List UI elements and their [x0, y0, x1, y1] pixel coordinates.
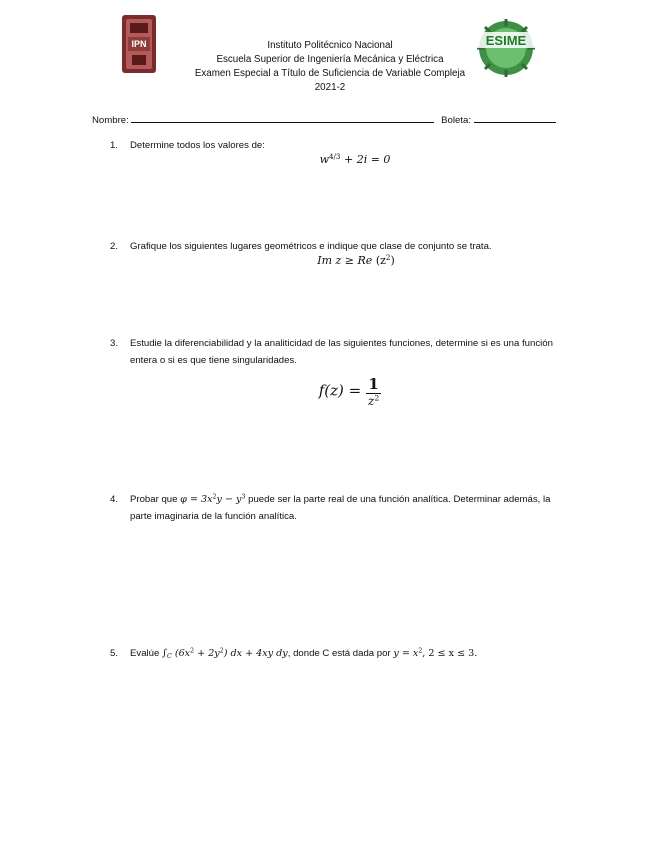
- boleta-field[interactable]: [474, 112, 556, 123]
- exam-period: 2021-2: [314, 82, 346, 93]
- name-field[interactable]: [131, 112, 434, 123]
- exam-title: Examen Especial a Título de Suficiencia de Variable Compleja: [194, 68, 466, 79]
- fraction-numerator: 1: [366, 375, 381, 394]
- student-info-row: [92, 112, 572, 126]
- ipn-logo-text: IPN: [131, 39, 147, 49]
- question-text: Determine todos los valores de:: [130, 140, 265, 151]
- question-number: 1.: [110, 140, 119, 151]
- question-3-equation: f(z) = $\frac{1}{z^2}$: [318, 375, 380, 408]
- question-number: 2.: [110, 241, 119, 252]
- question-3: [110, 335, 560, 369]
- question-5-integral: $\int_C$ $(6x^2 + 2y^2)$ dx + 4xy dy: [162, 647, 288, 660]
- question-5-curve: $y = x^2$, 2 ≤ x ≤ 3.: [393, 647, 478, 659]
- question-4-inline-equation: $\varphi = 3x^2y - y^3$: [180, 493, 246, 505]
- question-1-equation: $w^{4/3} + 2i = 0$: [319, 152, 391, 166]
- esime-logo-text: ESIME: [485, 33, 527, 48]
- institution-name: Instituto Politécnico Nacional: [267, 40, 393, 51]
- question-text: Estudie la diferenciabilidad y la analiticidad de las siguientes funciones, determine si es una función entera o si es que tiene singularidades.: [130, 338, 553, 366]
- question-2: [110, 238, 560, 255]
- question-4: [110, 491, 560, 525]
- boleta-label: Boleta:: [441, 115, 472, 126]
- question-number: 3.: [110, 338, 119, 349]
- question-text: Grafique los siguientes lugares geométricos e indique que clase de conjunto se trata.: [130, 241, 492, 252]
- name-label: Nombre:: [92, 115, 129, 126]
- question-5: [110, 645, 560, 662]
- exam-header: [150, 39, 510, 95]
- question-text: Evalúe $\int_C$ $(6x^2 + 2y^2)$ dx + 4xy dy, donde C está dada por $y = x^2$, 2 ≤ x ≤ 3.: [130, 647, 478, 660]
- question-text: Probar que $\varphi = 3x^2y - y^3$ puede ser la parte real de una función analítica. Determinar además, la parte imaginaria de la función analítica.: [130, 493, 551, 522]
- question-number: 5.: [110, 648, 119, 659]
- school-name: Escuela Superior de Ingeniería Mecánica y Eléctrica: [216, 54, 444, 65]
- question-number: 4.: [110, 494, 119, 505]
- question-2-equation: Im z ≥ Re $(z^2)$: [317, 253, 395, 267]
